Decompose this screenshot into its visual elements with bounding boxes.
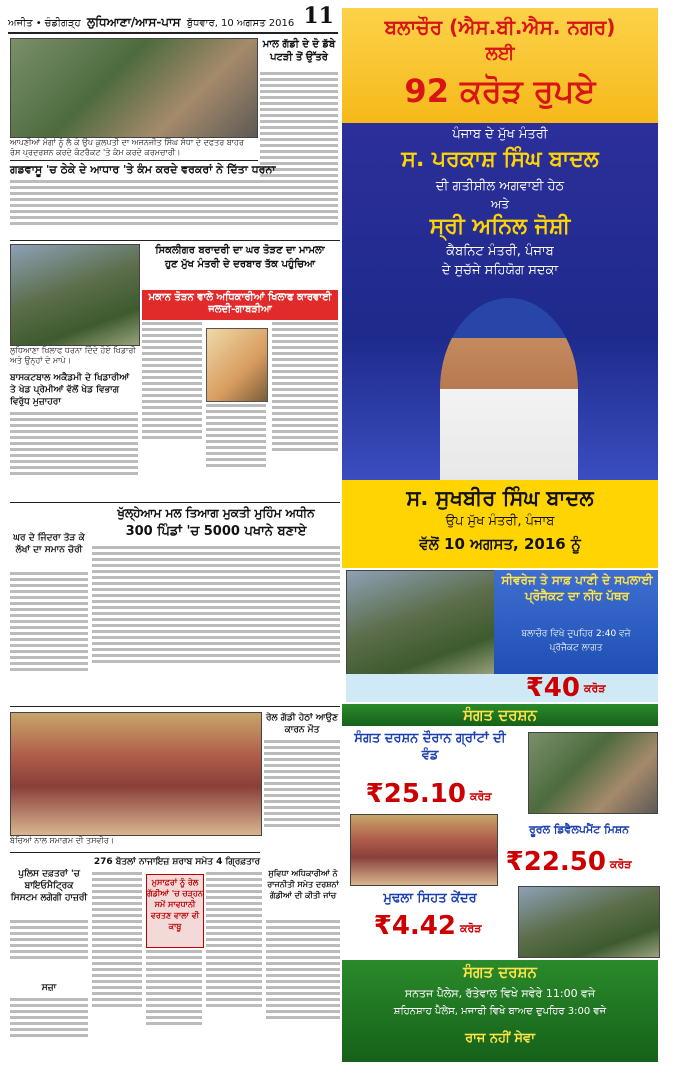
story1-body bbox=[10, 180, 338, 238]
project1-cost-label: ਪ੍ਰੋਜੈਕਟ ਲਾਗਤ bbox=[549, 643, 603, 653]
story5-body bbox=[264, 740, 340, 860]
story5-headline: ਰੇਲ ਗੱਡੀ ਹੇਠਾਂ ਆਉਣ ਕਾਰਨ ਮੌਤ bbox=[265, 713, 339, 735]
item1-crore: ਕਰੋੜ bbox=[470, 790, 492, 803]
basketball-protest-photo bbox=[10, 244, 140, 346]
story4-headline: ਘਰ ਦੇ ਜਿੰਦਰਾ ਤੋੜ ਕੇ ਲੱਖਾਂ ਦਾ ਸਮਾਨ ਚੋਰੀ bbox=[13, 533, 85, 555]
ad-minister-name: ਸ੍ਰੀ ਅਨਿਲ ਜੋਸ਼ੀ bbox=[429, 214, 571, 239]
water-plant-photo bbox=[346, 570, 496, 676]
sangat-darshan-photo bbox=[528, 732, 658, 814]
item1-title: ਸੰਗਤ ਦਰਸ਼ਨ ਦੌਰਾਨ ਗ੍ਰਾਂਟਾਂ ਦੀ ਵੰਡ bbox=[354, 731, 506, 763]
page-header bbox=[8, 3, 338, 34]
story3-headline-line1: ਸਿਕਲੀਗਰ ਬਰਾਦਰੀ ਦਾ ਘਰ ਤੋੜਣ ਦਾ ਮਾਮਲਾ bbox=[155, 245, 325, 256]
page-edge bbox=[661, 0, 675, 1073]
children-photo bbox=[10, 712, 262, 836]
portrait-photo bbox=[206, 328, 268, 402]
story7-sidebox: ਮੁਸਾਫ਼ਰਾਂ ਨੂੰ ਰੇਲ ਗੱਡੀਆਂ 'ਚ ਚੜ੍ਹਨ ਸਮੇਂ ਸਾਵਧਾਨੀ ਵਰਤਣ ਵਾਲਾ ਵੀ ਕਾਬੂ bbox=[146, 874, 204, 948]
item3-crore: ਕਰੋੜ bbox=[460, 922, 482, 935]
story8-headline: ਸੁਵਿਧਾ ਅਧਿਕਾਰੀਆਂ ਨੇ ਰਾਜਨੀਤੀ ਸਮੇਤ ਦਰਸ਼ਨਾਂ ਗੱਡੀਆਂ ਦੀ ਕੀਤੀ ਜਾਂਚ bbox=[267, 869, 339, 900]
ad-dcm-name: ਸ. ਸੁਖਬੀਰ ਸਿੰਘ ਬਾਦਲ bbox=[406, 486, 594, 510]
building-photo bbox=[350, 814, 498, 886]
section-header: ਸੰਗਤ ਦਰਸ਼ਨ bbox=[342, 704, 658, 726]
item1-amount: ₹25.10 bbox=[365, 779, 466, 809]
photo3-caption: ਬੱਚਿਆਂ ਨਾਲ ਸਮਾਗਮ ਦੀ ਤਸਵੀਰ। bbox=[10, 836, 115, 845]
story1-headline: ਗਡਵਾਸੂ 'ਚ ਠੇਕੇ ਦੇ ਆਧਾਰ 'ਤੇ ਕੰਮ ਕਰਦੇ ਵਰਕਰਾਂ ਨੇ ਦਿੱਤਾ ਧਰਨਾ bbox=[10, 163, 276, 176]
story7-body-2 bbox=[146, 950, 202, 1058]
leader-portrait bbox=[440, 298, 578, 480]
divider bbox=[10, 160, 258, 161]
main-story-body bbox=[92, 546, 340, 702]
footer-line3: ਰਾਜ ਨਹੀਂ ਸੇਵਾ bbox=[465, 1031, 535, 1046]
story6-kicker: ਸਜ਼ਾ bbox=[41, 983, 57, 993]
ad-title-line1: ਬਲਾਚੌਰ (ਐਸ.ਬੀ.ਐਸ. ਨਗਰ) bbox=[384, 15, 616, 39]
story3-kicker: ਮਕਾਨ ਤੋੜਨ ਵਾਲੇ ਅਧਿਕਾਰੀਆਂ ਖਿਲਾਫ ਕਾਰਵਾਈ ਜਲਦੀ-ਗਾਬੜੀਆ bbox=[142, 290, 338, 320]
section-label: ਲੁਧਿਆਣਾ/ਆਸ-ਪਾਸ bbox=[87, 15, 181, 29]
date-label: ਬੁੱਧਵਾਰ, 10 ਅਗਸਤ 2016 bbox=[186, 18, 295, 29]
side-story-headline: ਮਾਲ ਗੱਡੀ ਦੇ ਦੋ ਡੱਬੇ ਪਟੜੀ ਤੋਂ ਉੱਤਰੇ bbox=[262, 39, 336, 63]
story3-body-3 bbox=[272, 322, 338, 498]
divider bbox=[10, 240, 340, 241]
photo1-caption: ਆਪਣੀਆਂ ਮੰਗਾਂ ਨੂੰ ਲੈ ਕੇ ਉਪ ਕੁਲਪਤੀ ਦਾ ਅਜਨਜੀਤ ਸਿੰਘ ਸੰਧਾ ਦੇ ਦਫਤਰ ਬਾਹਰ ਰੋਸ ਪ੍ਰਦਰਸ਼ਨ ਕਰਦੇ ਕੰਟਰੈਕਟ 'ਤੇ ਕੰਮ ਕਰਦੇ ਕਰਮਚਾਰੀ। bbox=[10, 138, 244, 157]
story6-body-2 bbox=[10, 998, 88, 1058]
protest-photo bbox=[10, 38, 258, 138]
story4-body bbox=[10, 572, 88, 702]
page-number: 11 bbox=[303, 3, 334, 29]
project1-cost: ₹40 bbox=[525, 673, 580, 703]
main-headline-line1: ਖੁੱਲ੍ਹੇਆਮ ਮਲ ਤਿਆਗ ਮੁਕਤੀ ਮੁਹਿੰਮ ਅਧੀਨ bbox=[117, 506, 315, 520]
divider bbox=[10, 852, 260, 853]
photo2-caption: ਲੁਧਿਆਣਾ ਖਿਲਾਫ ਧਰਨਾ ਦਿੰਦੇ ਹੋਏ ਖਿਡਾਰੀ ਅਤੇ ਉਨ੍ਹਾਂ ਦੇ ਮਾਪੇ। bbox=[10, 346, 136, 365]
ad-intro-line2: ਦੀ ਗਤੀਸ਼ੀਲ ਅਗਵਾਈ ਹੇਠ bbox=[435, 179, 565, 194]
project1-title: ਸੀਵਰੇਜ ਤੇ ਸਾਫ਼ ਪਾਣੀ ਦੇ ਸਪਲਾਈ ਪ੍ਰੋਜੈਕਟ ਦਾ ਨੀਂਹ ਪੱਥਰ bbox=[501, 573, 653, 603]
story3-headline-line2: ਹੁਣ ਮੁੱਖ ਮੰਤਰੀ ਦੇ ਦਰਬਾਰ ਤੱਕ ਪਹੁੰਚਿਆ bbox=[164, 259, 316, 270]
ad-dcm-title: ਉਪ ਮੁੱਖ ਮੰਤਰੀ, ਪੰਜਾਬ bbox=[445, 514, 555, 529]
health-centre-photo bbox=[518, 886, 660, 958]
item3-title: ਮੁਢਲਾ ਸਿਹਤ ਕੇਂਦਰ bbox=[383, 891, 477, 906]
divider bbox=[10, 706, 340, 707]
story8-body bbox=[266, 920, 340, 1058]
footer-line2: ਸ਼ਹਿਨਸ਼ਾਹ ਪੈਲੇਸ, ਮਜਾਰੀ ਵਿਖੇ ਬਾਅਦ ਦੁਪਹਿਰ 3:00 ਵਜੇ bbox=[393, 1006, 607, 1017]
footer-header: ਸੰਗਤ ਦਰਸ਼ਨ bbox=[463, 963, 537, 981]
story3-body-2 bbox=[206, 404, 266, 494]
project1-crore: ਕਰੋੜ bbox=[584, 682, 606, 695]
ad-amount: 92 ਕਰੋੜ ਰੁਪਏ bbox=[404, 72, 596, 110]
footer-line1: ਸਨਤਜ ਪੈਲੇਸ, ਰੱਤੇਵਾਲ ਵਿਖੇ ਸਵੇਰੇ 11:00 ਵਜੇ bbox=[404, 987, 596, 1000]
story7-body-3 bbox=[206, 872, 262, 1058]
ad-dcm-date: ਵੱਲੋਂ 10 ਅਗਸਤ, 2016 ਨੂੰ bbox=[419, 535, 581, 553]
story6-headline: ਪੁਲਿਸ ਦਫ਼ਤਰਾਂ 'ਚ ਬਾਇਓਮੈਟ੍ਰਿਕ ਸਿਸਟਮ ਲਗੇਗੀ ਹਾਜ਼ਰੀ bbox=[10, 869, 88, 903]
ad-minister-title: ਕੈਬਨਿਟ ਮੰਤਰੀ, ਪੰਜਾਬ bbox=[446, 244, 554, 259]
ad-intro-line3: ਅਤੇ bbox=[490, 197, 509, 211]
ad-cm-name: ਸ. ਪਰਕਾਸ਼ ਸਿੰਘ ਬਾਦਲ bbox=[401, 147, 599, 172]
story2-headline: ਬਾਸਕਟਬਾਲ ਅਕੈਡਮੀ ਦੇ ਖਿਡਾਰੀਆਂ ਤੇ ਖੇਡ ਪ੍ਰੇਮੀਆਂ ਵੱਲੋਂ ਖੇਡ ਵਿਭਾਗ ਵਿਰੁੱਧ ਮੁਜ਼ਾਹਰਾ bbox=[10, 373, 130, 407]
ad-intro-line4: ਦੇ ਸੁਚੱਜੇ ਸਹਿਯੋਗ ਸਦਕਾ bbox=[441, 263, 559, 278]
project1-time: ਬਲਾਚੌਰ ਵਿਖੇ ਦੁਪਹਿਰ 2:40 ਵਜੇ bbox=[521, 629, 631, 639]
ad-title-line2: ਲਈ bbox=[485, 43, 515, 64]
story6-body bbox=[10, 920, 88, 978]
divider bbox=[10, 502, 340, 503]
story7-body bbox=[92, 872, 142, 1058]
item3-amount: ₹4.42 bbox=[373, 911, 456, 941]
item2-title: ਰੂਰਲ ਡਿਵੈਲਪਮੈਂਟ ਮਿਸ਼ਨ bbox=[528, 823, 630, 836]
ad-intro-line1: ਪੰਜਾਬ ਦੇ ਮੁੱਖ ਮੰਤਰੀ bbox=[452, 127, 548, 142]
item2-crore: ਕਰੋੜ bbox=[610, 858, 632, 871]
story2-body bbox=[10, 412, 138, 498]
main-headline-line2: 300 ਪਿੰਡਾਂ 'ਚ 5000 ਪਖਾਨੇ ਬਣਾਏ bbox=[125, 524, 307, 539]
edition-label: ਅਜੀਤ • ਚੰਡੀਗੜ੍ਹ bbox=[8, 18, 81, 29]
item2-amount: ₹22.50 bbox=[505, 847, 606, 877]
story3-body bbox=[142, 322, 202, 482]
story7-headline: 276 ਬੋਤਲਾਂ ਨਾਜਾਇਜ਼ ਸ਼ਰਾਬ ਸਮੇਤ 4 ਗ੍ਰਿਫ਼ਤਾਰ bbox=[93, 857, 261, 867]
